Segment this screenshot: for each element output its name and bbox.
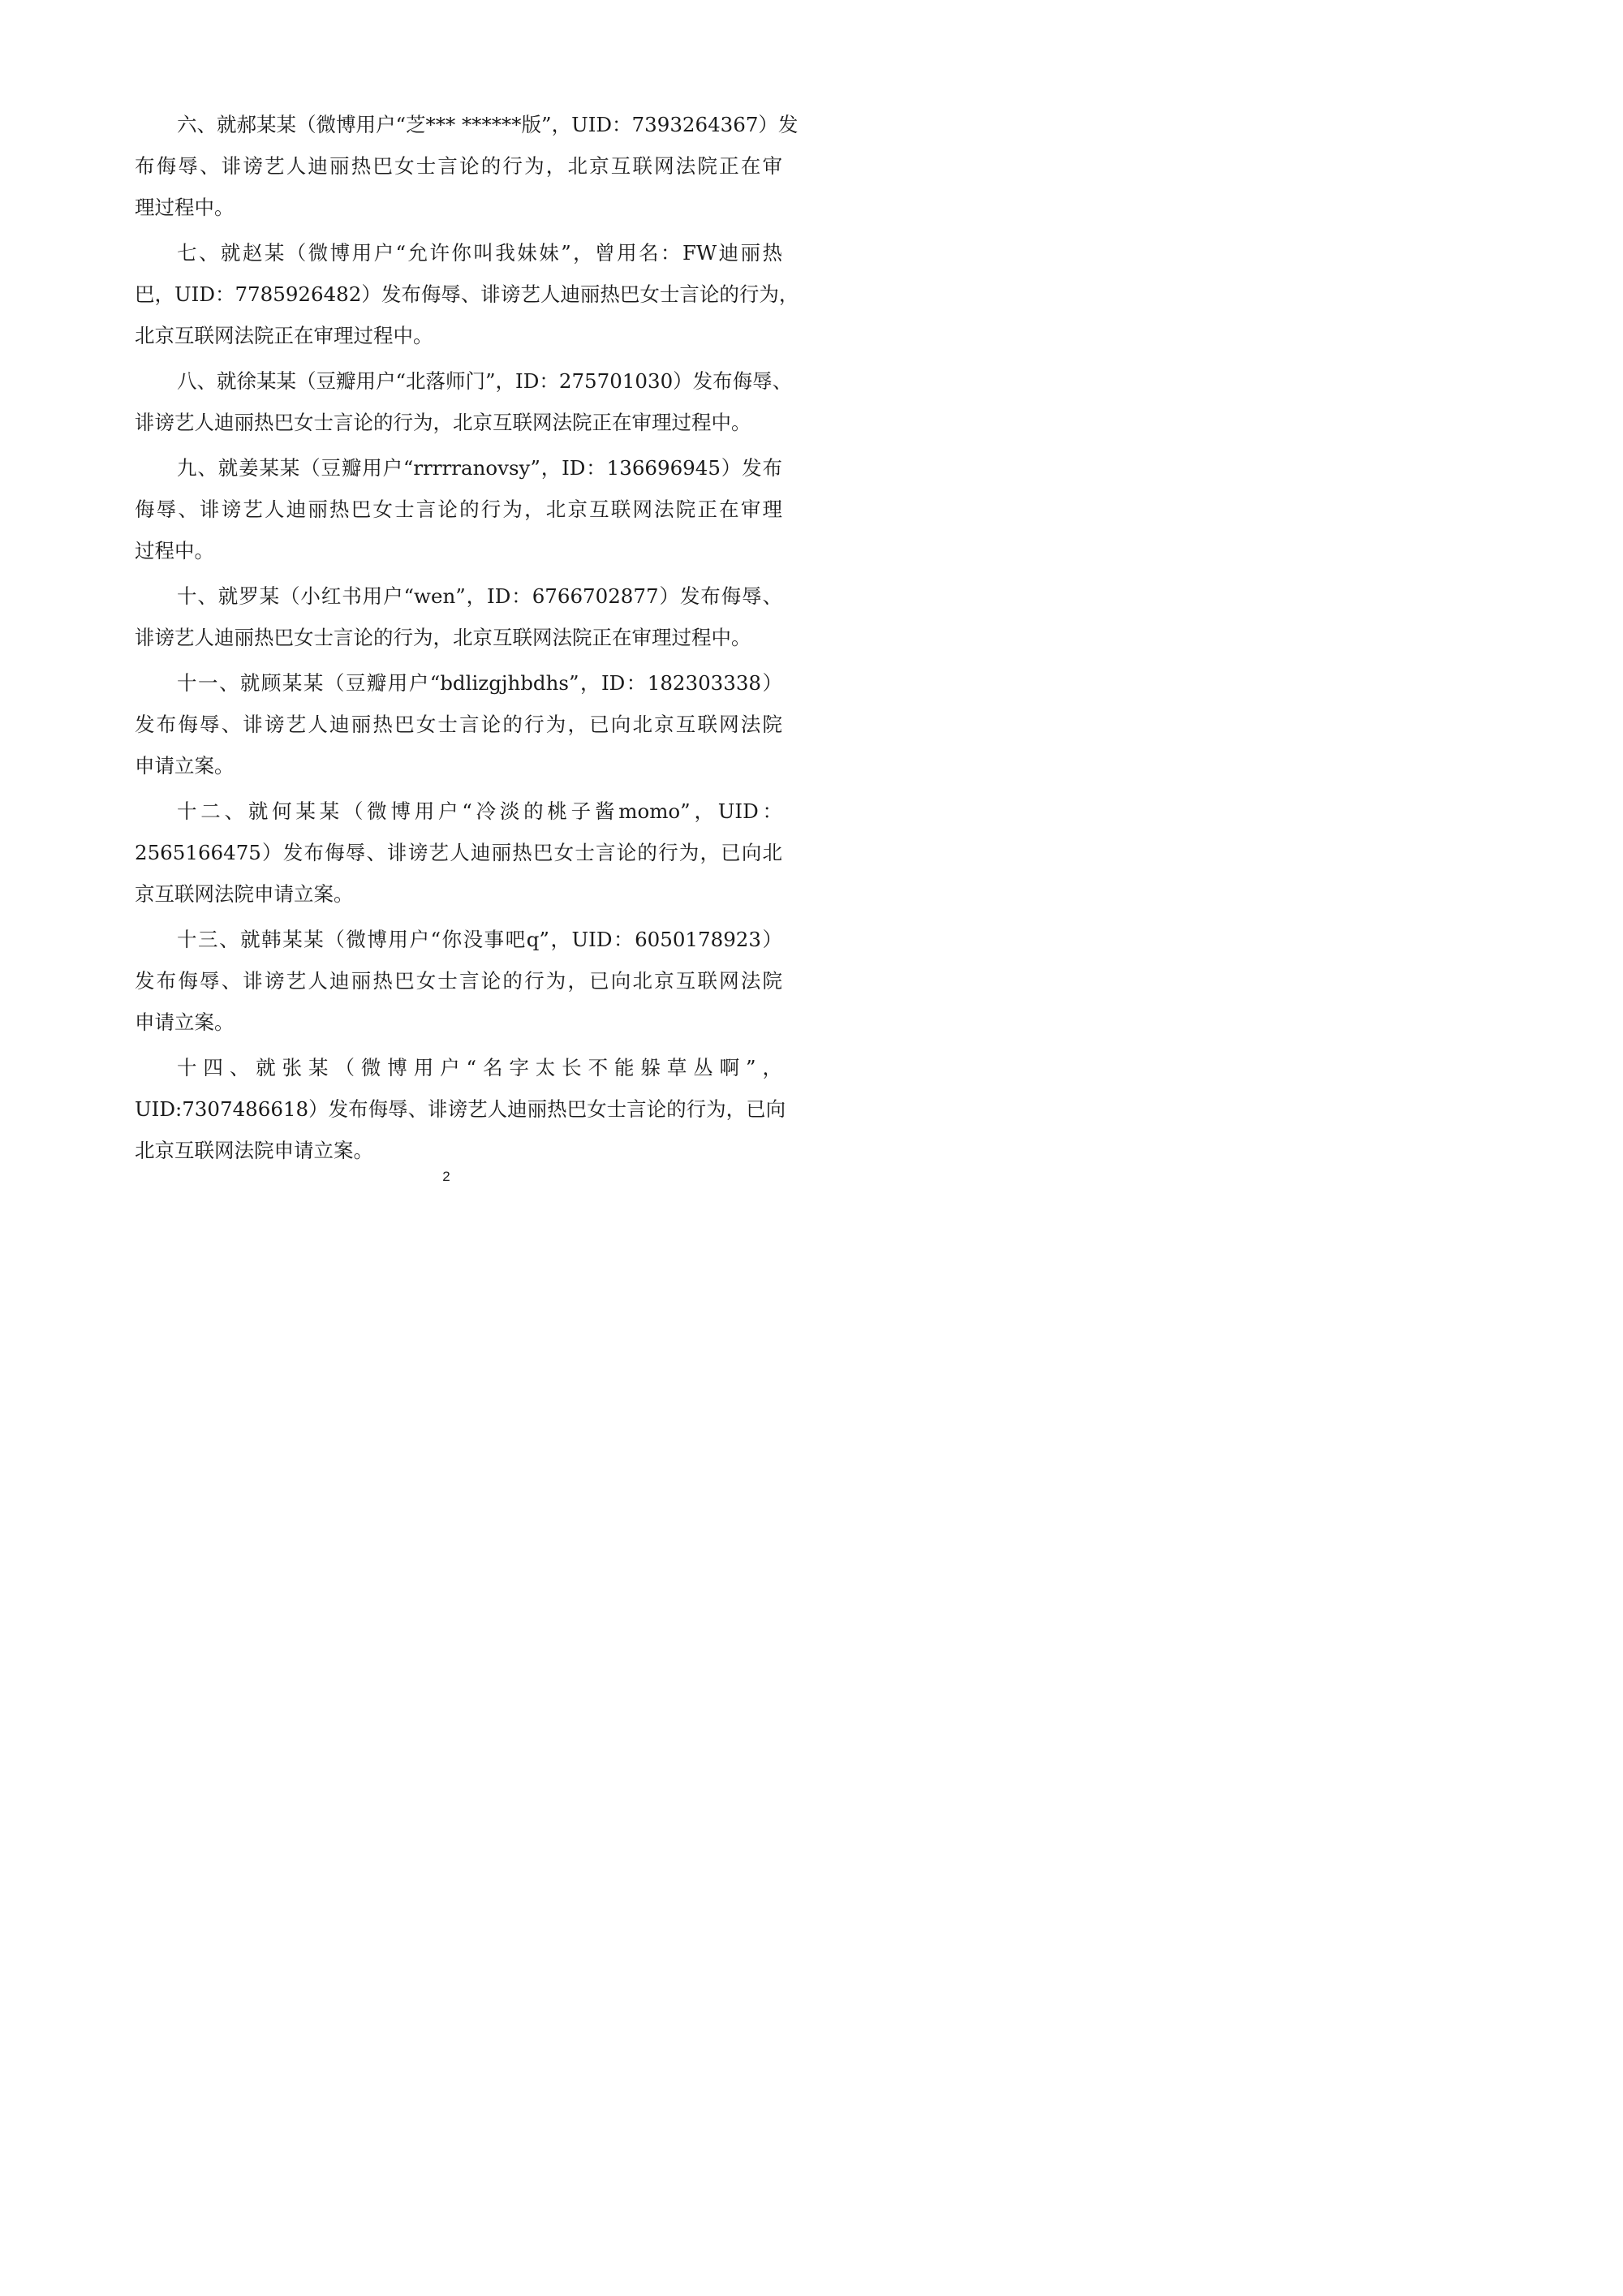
document-body: [135, 104, 799, 1175]
paragraph-line: 巴，UID：7785926482）发布侮辱、诽谤艺人迪丽热巴女士言论的行为，: [135, 282, 799, 306]
paragraph-6: [135, 104, 799, 228]
paragraph-line: 过程中。: [135, 539, 214, 562]
paragraph-line: 诽谤艺人迪丽热巴女士言论的行为，北京互联网法院正在审理过程中。: [135, 626, 751, 649]
paragraph-line: 京互联网法院申请立案。: [135, 882, 354, 906]
paragraph-line: 2565166475）发布侮辱、诽谤艺人迪丽热巴女士言论的行为，已向北: [135, 841, 782, 864]
paragraph-line: 八、就徐某某（豆瓣用户“北落师门”，ID：275701030）发布侮辱、: [177, 369, 793, 393]
paragraph-line: 申请立案。: [135, 1010, 235, 1034]
paragraph-line: 十三、就韩某某（微博用户“你没事吧q”，UID：6050178923）: [177, 928, 782, 951]
paragraph-9: [135, 447, 782, 571]
paragraph-line: 发布侮辱、诽谤艺人迪丽热巴女士言论的行为，已向北京互联网法院: [135, 969, 782, 993]
paragraph-line: 北京互联网法院正在审理过程中。: [135, 324, 433, 347]
page-number: 2: [442, 1169, 450, 1184]
paragraph-10: [135, 575, 782, 658]
paragraph-line: 诽谤艺人迪丽热巴女士言论的行为，北京互联网法院正在审理过程中。: [135, 411, 751, 434]
paragraph-line: 六、就郝某某（微博用户“芝*** ******版”，UID：7393264367）发: [177, 113, 799, 136]
paragraph-line: 发布侮辱、诽谤艺人迪丽热巴女士言论的行为，已向北京互联网法院: [135, 713, 782, 736]
paragraph-11: [135, 662, 782, 786]
paragraph-line: UID:7307486618）发布侮辱、诽谤艺人迪丽热巴女士言论的行为，已向: [135, 1097, 786, 1121]
paragraph-line: 北京互联网法院申请立案。: [135, 1139, 373, 1162]
paragraph-line: 侮辱、诽谤艺人迪丽热巴女士言论的行为，北京互联网法院正在审理: [135, 498, 782, 521]
paragraph-line: 十一、就顾某某（豆瓣用户“bdlizgjhbdhs”，ID：182303338）: [177, 671, 782, 695]
paragraph-line: 十、就罗某（小红书用户“wen”，ID：6766702877）发布侮辱、: [177, 584, 782, 608]
paragraph-line: 七、就赵某（微博用户“允许你叫我妹妹”，曾用名：FW迪丽热: [177, 241, 782, 265]
paragraph-line: 布侮辱、诽谤艺人迪丽热巴女士言论的行为，北京互联网法院正在审: [135, 154, 782, 178]
paragraph-14: [135, 1047, 786, 1171]
paragraph-12: [135, 790, 782, 915]
paragraph-line: 十二、就何某某（微博用户“冷淡的桃子酱momo”，UID：: [177, 799, 782, 823]
paragraph-line: 理过程中。: [135, 196, 235, 219]
paragraph-line: 十四、就张某（微博用户“名字太长不能躲草丛啊”，: [177, 1056, 782, 1079]
document-page: [0, 0, 893, 1263]
paragraph-13: [135, 919, 782, 1043]
paragraph-8: [135, 360, 793, 443]
paragraph-7: [135, 232, 799, 356]
paragraph-line: 申请立案。: [135, 754, 235, 778]
paragraph-line: 九、就姜某某（豆瓣用户“rrrrranovsy”，ID：136696945）发布: [177, 456, 782, 480]
